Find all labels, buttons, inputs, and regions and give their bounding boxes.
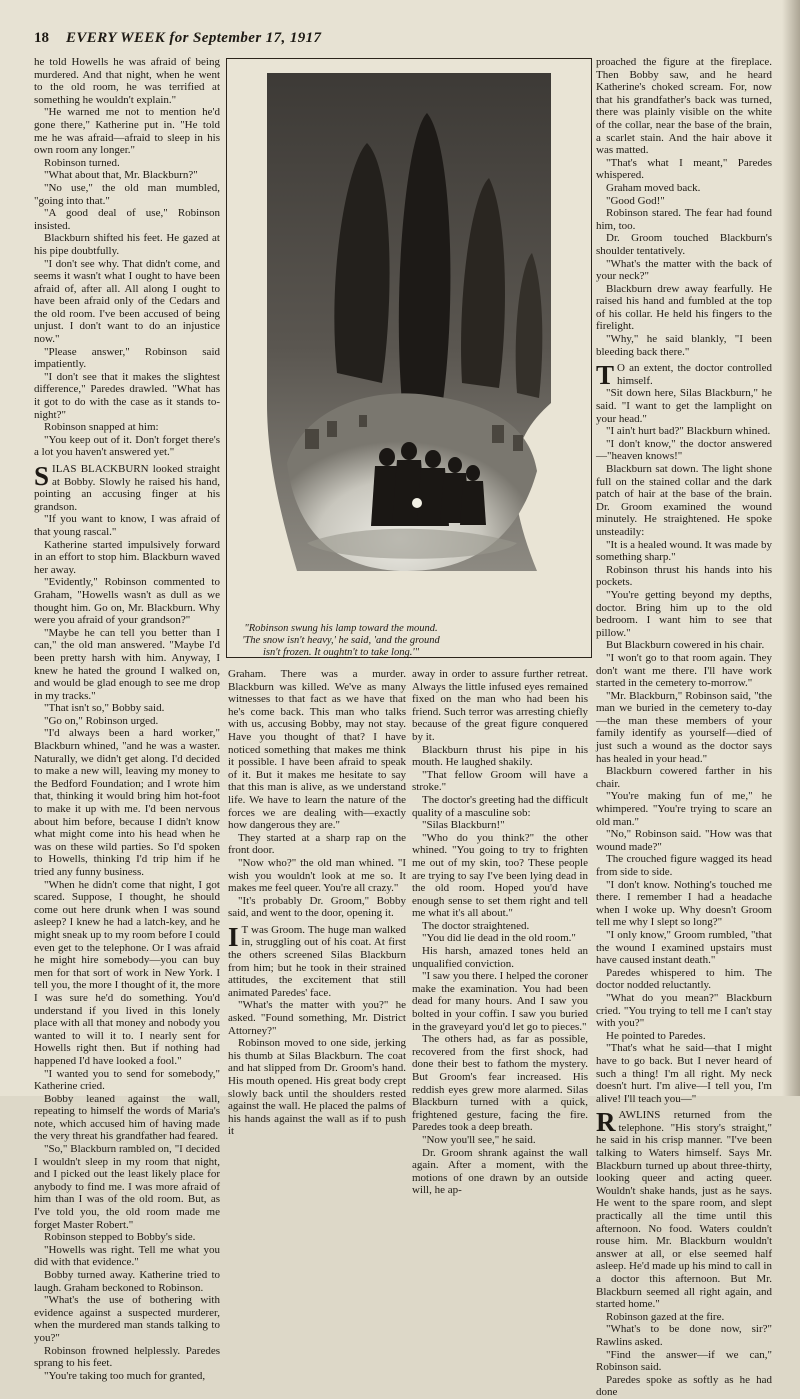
page-edge-shadow (782, 0, 800, 1096)
paragraph: "You're getting beyond my depths, doctor. Bring him up to the old bedroom. I want him to see that pillow." (596, 588, 772, 639)
paragraph: Graham moved back. (606, 181, 701, 194)
paragraph: They started at a sharp rap on the front door. (228, 831, 406, 857)
paragraph: "I ain't hurt bad?" Blackburn whined. (606, 425, 771, 438)
paragraph: "It's probably Dr. Groom," Bobby said, and went to the door, opening it. (228, 894, 406, 920)
paragraph: "That fellow Groom will have a stroke." (412, 768, 588, 794)
paragraph: "I won't go to that room again. They don't want me there. I'll have work started in the cemetery to-morrow." (596, 651, 772, 690)
illustration-caption: "Robinson swung his lamp toward the mound. 'The snow isn't heavy,' he said, 'and the ground isn't frozen. It oughtn't to take long.'" (242, 623, 440, 658)
paragraph: "Maybe he can tell you better than I can," the old man answered. "Maybe I'd been pretty harsh with him. Anyway, I knew he hated the ground I walked on, and would be glad enough to see me drop in my tracks." (34, 626, 220, 702)
drop-cap: I (228, 921, 239, 952)
paragraph: "What's to be done now, sir?" Rawlins asked. (596, 1323, 772, 1348)
paragraph: "That's what he said—that I might have to go back. But I never heard of such a thing! I'm all right. My neck doesn't hurt. I'm alive—I tell you, I'm alive! I'll teach you—" (596, 1042, 772, 1105)
text-column-1 (34, 56, 220, 1382)
paragraph: Robinson gazed at the fire. (606, 1310, 725, 1323)
paragraph: "Evidently," Robinson commented to Graham, "Howells wasn't as dull as we thought him. Go on, Mr. Blackburn. Why were you afraid of your grandson?" (34, 576, 220, 627)
paragraph: "That's what I meant," Paredes whispered. (596, 156, 772, 182)
paragraph: "So," Blackburn rambled on, "I decided I wouldn't sleep in my room that night, and I picked out the least likely place for anybody to find me. I was more afraid of him than I was of the old room. But, as I've told you, the old room made me forget Master Robert." (34, 1143, 220, 1231)
drop-cap: R (596, 1107, 616, 1138)
drop-cap: S (34, 461, 50, 491)
paragraph: Graham. There was a murder. Blackburn was killed. We've as many witnesses to that fact as we have that he's come back. This man who talks with us, accusing Bobby, may not stay. Have you thought of that? I have noticed something that makes me think it possible. I have been afraid to speak of it. But it makes me hesitate to say that this man is alive, as we understand life. We have to learn the nature of the forces we are dealing with—exactly how dangerous they are." (228, 668, 406, 832)
paragraph: He pointed to Paredes. (606, 1029, 706, 1042)
paragraph: "No," Robinson said. "How was that wound made?" (596, 828, 772, 853)
paragraph: "I saw you there. I helped the coroner make the examination. You had been dead for many hours. And I saw you bolted in your coffin. I saw you buried in the graveyard you'd let go to pieces." (412, 970, 588, 1033)
page-header (34, 30, 774, 52)
paragraph: Robinson thrust his hands into his pockets. (596, 563, 772, 589)
paragraph: Blackburn cowered farther in his chair. (596, 765, 772, 790)
paragraph: Dr. Groom shrank against the wall again. After a moment, with the motions of one drawn by an outside will, he ap- (412, 1146, 588, 1197)
paragraph: proached the figure at the fireplace. Then Bobby saw, and he heard Katherine's choked scream. For, now that his grandfather's back was turned, there was plainly visible on the white of the collar, near the base of the brain, a scarlet stain. And the hair above it was matted. (596, 56, 772, 157)
paragraph: "Find the answer—if we can," Robinson said. (596, 1348, 772, 1374)
paragraph: Robinson frowned helplessly. Paredes sprang to his feet. (34, 1344, 220, 1370)
paragraph: "Who do you think?" the other whined. "You going to try to frighten me out of my skin, too? These people are trying to say I've been lying dead in the old room. Hoped you'd have enough sense to set them right and tell me what it's all about." (412, 831, 588, 920)
lamp-icon (412, 498, 422, 508)
paragraph: "Now who?" the old man whined. "I wish you wouldn't look at me so. It makes me feel queer. You're all crazy." (228, 856, 406, 895)
paragraph: Bobby turned away. Katherine tried to laugh. Graham beckoned to Robinson. (34, 1269, 220, 1294)
paragraph: "Sit down here, Silas Blackburn," he said. "I want to get the lamplight on your head." (596, 387, 772, 425)
paragraph: "It is a healed wound. It was made by something sharp." (596, 538, 772, 564)
text-column-2 (228, 668, 406, 1138)
paragraph: "Howells was right. Tell me what you did with that evidence." (34, 1243, 220, 1269)
paragraph: "I'd always been a hard worker," Blackburn whined, "and he was a waster. Naturally, we didn't get along. I'd decided to make a new will, leaving my money to the Bedford Foundation; and I wrote him that, thinking it would bring him hot-foot to make it up with me. I'd been nervous about him before, because I didn't know what might come into his head when he was on these wild parties. So I'd spoken to Howells, thinking I'd trip him if he tried any funny business. (34, 727, 220, 878)
paragraph: Bobby leaned against the wall, repeating to himself the words of Maria's note, which accused him of having made the very threat his grandfather had feared. (34, 1092, 220, 1143)
paragraph: "What's the matter with the back of your neck?" (596, 257, 772, 283)
paragraph: "You did lie dead in the old room." (422, 932, 576, 945)
paragraph: But Blackburn cowered in his chair. (606, 639, 765, 652)
paragraph: Katherine started impulsively forward in an effort to stop him. Blackburn waved her away. (34, 538, 220, 576)
paragraph: Robinson turned. (44, 156, 120, 169)
paragraph: Dr. Groom touched Blackburn's shoulder tentatively. (596, 232, 772, 257)
illustration (226, 58, 592, 658)
paragraph: "Silas Blackburn!" (422, 819, 505, 832)
paragraph: "Go on," Robinson urged. (44, 714, 159, 727)
paragraph: "You're making fun of me," he whimpered. "You're trying to scare an old man." (596, 790, 772, 828)
paragraph: "No use," the old man mumbled, "going into that." (34, 181, 220, 207)
paragraph: Blackburn sat down. The light shone full on the stained collar and the dark patch of hair at the base of the brain. Dr. Groom examined the wound minutely. He straightened. He spoke unsteadily: (596, 463, 772, 538)
cemetery-night-illustration (267, 73, 551, 571)
paragraph: "Now you'll see," he said. (422, 1133, 536, 1146)
paragraph: Paredes spoke as softly as he had done (596, 1373, 772, 1399)
paragraph: "Please answer," Robinson said impatiently. (34, 345, 220, 371)
paragraph: The doctor's greeting had the difficult quality of a masculine sob: (412, 793, 588, 819)
paragraph: "That isn't so," Bobby said. (44, 702, 165, 715)
magazine-title: EVERY WEEK for September 17, 1917 (66, 30, 322, 46)
paragraph: "A good deal of use," Robinson insisted. (34, 207, 220, 232)
paragraph: "What about that, Mr. Blackburn?" (44, 169, 198, 182)
paragraph: Blackburn thrust his pipe in his mouth. He laughed shakily. (412, 743, 588, 769)
paragraph: he told Howells he was afraid of being murdered. And that night, when he went to the old room, he was terrified at something he wouldn't explain." (34, 56, 220, 106)
paragraph: RAWLINS returned from the telephone. "His story's straight," he said in his crisp manner. "I've been talking to Waters himself. Says Mr. Blackburn turned up about three-thirty, looking queer and acting queer. Wouldn't shake hands, just as he says. He went to the spare room, and slept practically all the time until this afternoon. No food. Waters couldn't rouse him. Mr. Blackburn wouldn't answer at all, or else seemed half asleep. He'd made up his mind to call in a doctor this afternoon. But Mr. Blackburn seemed all right again, and started home." (596, 1107, 772, 1311)
paragraph: "I wanted you to send for somebody," Katherine cried. (34, 1067, 220, 1093)
text-column-3 (412, 668, 588, 1197)
paragraph: "If you want to know, I was afraid of that young rascal." (34, 513, 220, 538)
paragraph: "Why," he said blankly, "I been bleeding back there." (596, 333, 772, 358)
text-column-4 (596, 56, 772, 1399)
paragraph: T O an extent, the doctor controlled himself. (596, 360, 772, 391)
paragraph: "What's the matter with you?" he asked. "Found something, Mr. District Attorney?" (228, 999, 406, 1037)
paragraph: "You keep out of it. Don't forget there's a lot you haven't answered yet." (34, 433, 220, 459)
paragraph: "I don't know," the doctor answered—"heaven knows!" (596, 437, 772, 463)
paragraph: The others had, as far as possible, recovered from the first shock, had done their best to fathom the mystery. But Groom's fear increased. His reddish eyes grew more alarmed. Silas Blackburn turned with a quick, frightened gesture, facing the fire. Paredes took a deep breath. (412, 1033, 588, 1134)
paragraph: "What's the use of bothering with evidence against a suspected murderer, when the murdered man stands talking to you?" (34, 1294, 220, 1344)
paragraph: The doctor straightened. (422, 919, 530, 932)
paragraph: "I only know," Groom rumbled, "that the wound I examined upstairs must have caused instant death." (596, 928, 772, 967)
paragraph: SILAS BLACKBURN looked straight at Bobby. Slowly he raised his hand, pointing an accusing finger at his grandson. (34, 461, 220, 513)
paragraph: Robinson stepped to Bobby's side. (44, 1231, 196, 1244)
paragraph: "I don't see that it makes the slightest difference," Paredes drawled. "What has it got to do with the case as it stands to-night?" (34, 370, 220, 421)
paragraph: I T was Groom. The huge man walked in, struggling out of his coat. At first the others screened Silas Blackburn from him; but he took in their strained attitudes, the excitement that still animated Paredes' face. (228, 921, 406, 999)
paragraph: "I don't know. Nothing's touched me there. I remember I had a headache when I woke up. Why doesn't Groom tell me why I slept so long?" (596, 878, 772, 929)
paragraph: "I don't see why. That didn't come, and seems it wasn't what I ought to have been afraid of, after all. All along I ought to have been afraid only of the Cedars and the old room. I've been accused of being unjust. I don't want to do an injustice now." (34, 257, 220, 346)
paragraph: away in order to assure further retreat. Always the little infused eyes remained fixed on the man who had been his friend. Such terror was arresting chiefly because of the great figure conquered by it. (412, 668, 588, 743)
paragraph: "You're taking too much for granted, (44, 1369, 206, 1382)
paragraph: Robinson stared. The fear had found him, too. (596, 207, 772, 232)
paragraph: Blackburn shifted his feet. He gazed at his pipe doubtfully. (34, 232, 220, 257)
paragraph: His harsh, amazed tones held an unqualified conviction. (412, 945, 588, 970)
paragraph: "Mr. Blackburn," Robinson said, "the man we buried in the cemetery to-day—the man these members of your family identify as yourself—died of just such a wound as the doctor says has healed in your head." (596, 689, 772, 765)
paragraph: The crouched figure wagged its head from side to side. (596, 853, 772, 878)
drop-cap: T (596, 360, 615, 391)
paragraph: Blackburn drew away fearfully. He raised his hand and fumbled at the top of his collar. He held his fingers to the firelight. (596, 282, 772, 333)
paragraph: "He warned me not to mention he'd gone there," Katherine put in. "He told me he was afraid—afraid to sleep in his own room any longer." (34, 106, 220, 157)
paragraph: Paredes whispered to him. The doctor nodded reluctantly. (596, 966, 772, 992)
page-number: 18 (34, 30, 49, 46)
paragraph: Robinson moved to one side, jerking his thumb at Silas Blackburn. The coat and hat slipped from Dr. Groom's hand. His mouth opened. His great body crept slowly back until the shoulders rested against the wall. He placed the palms of his hands against the wall as if to push it (228, 1037, 406, 1138)
paragraph: "What do you mean?" Blackburn cried. "You trying to tell me I can't stay with you?" (596, 991, 772, 1030)
paragraph: Robinson snapped at him: (44, 421, 159, 434)
paragraph: "When he didn't come that night, I got scared. Suppose, I thought, he should come out here drunk when I was sound asleep? I knew he had a latch-key, and he might sneak up to my room before I could even get to the telephone. Or I was afraid he might hire somebody—you can buy men for that sort of work in New York. I tell you, the more I thought of it, the more I was sure he'd do something. You'd understand if you lived in this lonely place with all that money and nobody you wanted to will it to. I nearly sent for Howells right then. But if nothing had happened I'd have looked a fool." (34, 878, 220, 1067)
paragraph: "Good God!" (606, 194, 665, 207)
